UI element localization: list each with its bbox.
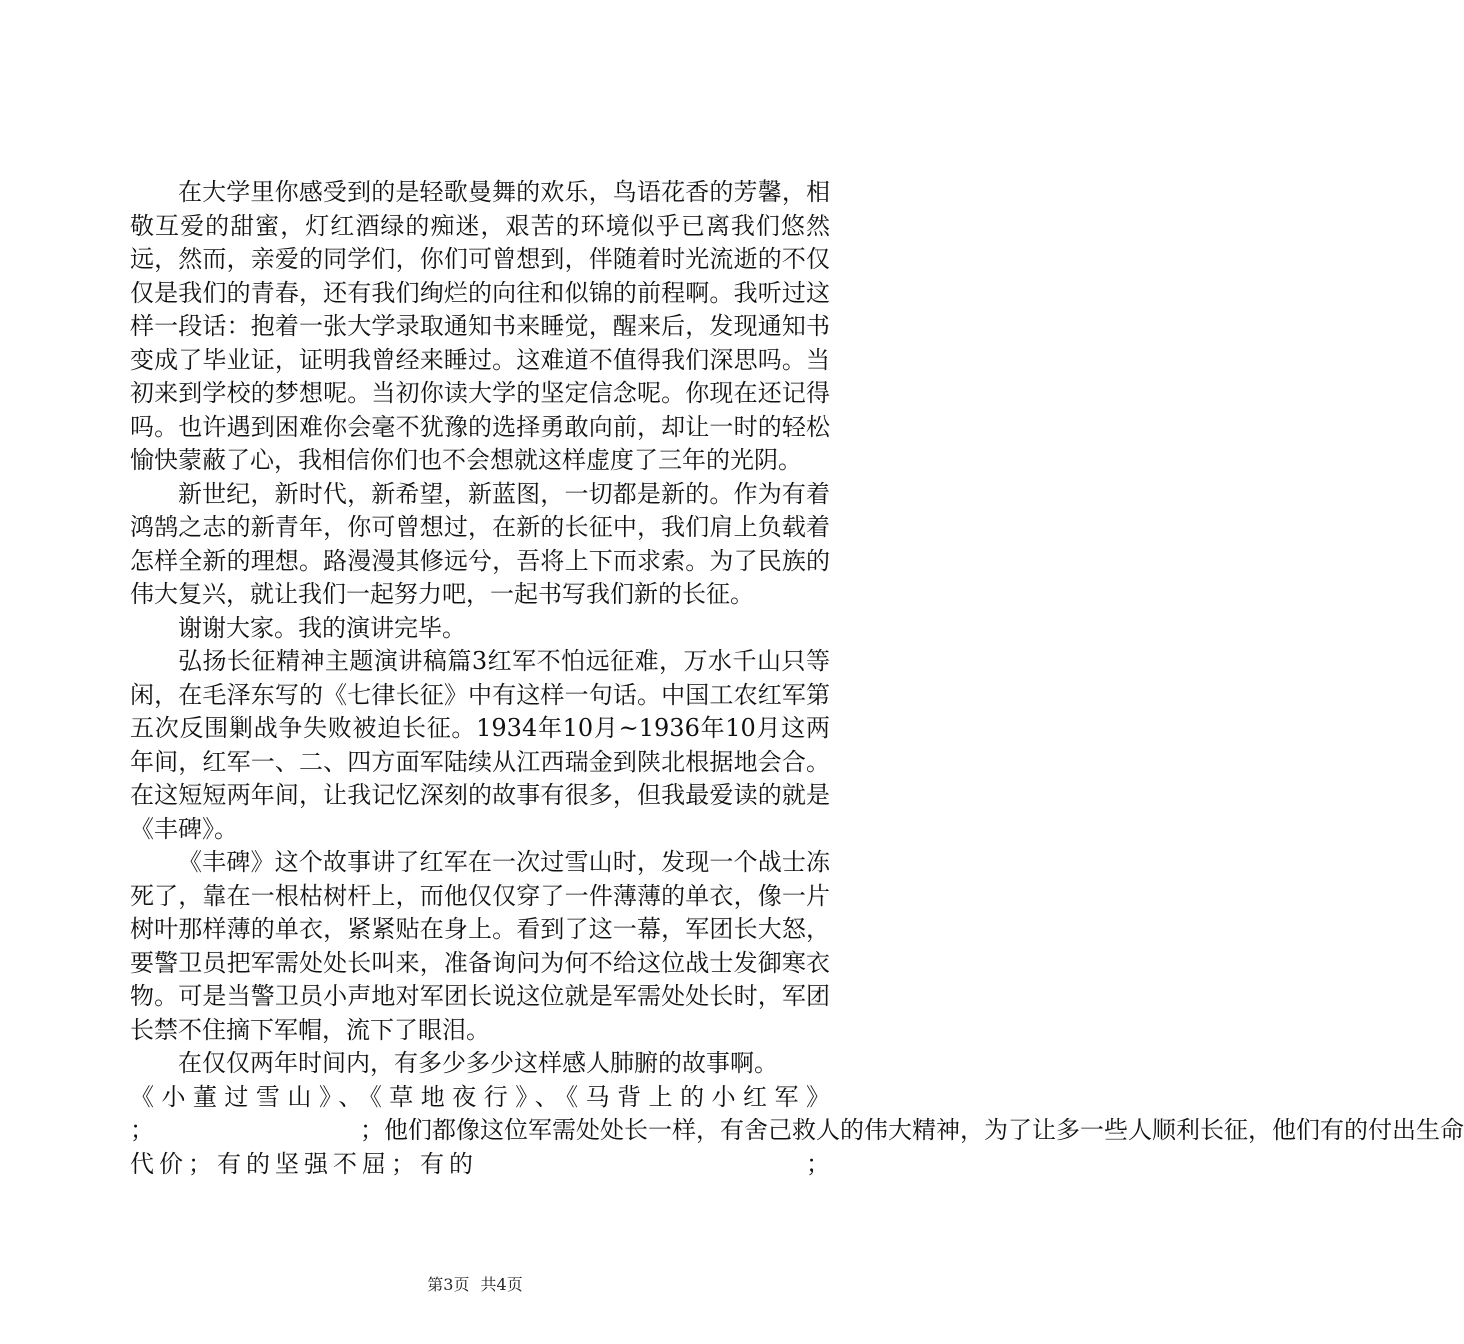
page-total: 共4页 <box>480 1275 523 1294</box>
page-number: 第3页 <box>427 1275 470 1294</box>
paragraph-6: 在仅仅两年时间内，有多少多少这样感人肺腑的故事啊。 <box>178 1049 778 1077</box>
story-titles-line: 《小董过雪山》、《草地夜行》、《马背上的小红军》 <box>130 1082 830 1111</box>
page-footer <box>0 1275 950 1295</box>
last-line-start: 代价；有的坚强不屈；有的 <box>130 1149 478 1178</box>
paragraph-3: 谢谢大家。我的演讲完毕。 <box>178 613 466 642</box>
paragraph-2: 新世纪，新时代，新希望，新蓝图，一切都是新的。作为有着鸿鹄之志的新青年，你可曾想过，在新的长征中，我们肩上负载着怎样全新的理想。路漫漫其修远兮，吾将上下而求索。为了民族的伟大复兴，就让我们一起努力吧，一起书写我们新的长征。 <box>130 479 830 608</box>
gap-line-rest: ；他们都像这位军需处处长一样，有舍己救人的伟大精神，为了让多一些人顺利长征，他们有的付出生命 <box>360 1116 1464 1144</box>
gap-line-start: ； <box>130 1116 154 1144</box>
last-line-end: ； <box>806 1149 830 1178</box>
paragraph-1: 在大学里你感受到的是轻歌曼舞的欢乐，鸟语花香的芳馨，相敬互爱的甜蜜，灯红酒绿的痴迷，艰苦的环境似乎已离我们悠然远，然而，亲爱的同学们，你们可曾想到，伴随着时光流逝的不仅仅是我们的青春，还有我们绚烂的向往和似锦的前程啊。我听过这样一段话：抱着一张大学录取通知书来睡觉，醒来后，发现通知书变成了毕业证，证明我曾经来睡过。这难道不值得我们深思吗。当初来到学校的梦想呢。当初你读大学的坚定信念呢。你现在还记得吗。也许遇到困难你会毫不犹豫的选择勇敢向前，却让一时的轻松愉快蒙蔽了心，我相信你们也不会想就这样虚度了三年的光阴。 <box>130 178 830 474</box>
paragraph-4: 弘扬长征精神主题演讲稿篇3红军不怕远征难，万水千山只等闲，在毛泽东写的《七律长征》中有这样一句话。中国工农红军第五次反围剿战争失败被迫长征。1934年10月~1936年10月这两年间，红军一、二、四方面军陆续从江西瑞金到陕北根据地会合。在这短短两年间，让我记忆深刻的故事有很多，但我最爱读的就是《丰碑》。 <box>130 647 830 843</box>
paragraph-5: 《丰碑》这个故事讲了红军在一次过雪山时，发现一个战士冻死了，靠在一根枯树杆上，而他仅仅穿了一件薄薄的单衣，像一片树叶那样薄的单衣，紧紧贴在身上。看到了这一幕，军团长大怒，要警卫员把军需处处长叫来，准备询问为何不给这位战士发御寒衣物。可是当警卫员小声地对军团长说这位就是军需处处长时，军团长禁不住摘下军帽，流下了眼泪。 <box>130 848 830 1044</box>
last-line <box>130 1148 830 1182</box>
gap-line <box>130 1114 1464 1148</box>
document-body <box>130 176 1464 1181</box>
